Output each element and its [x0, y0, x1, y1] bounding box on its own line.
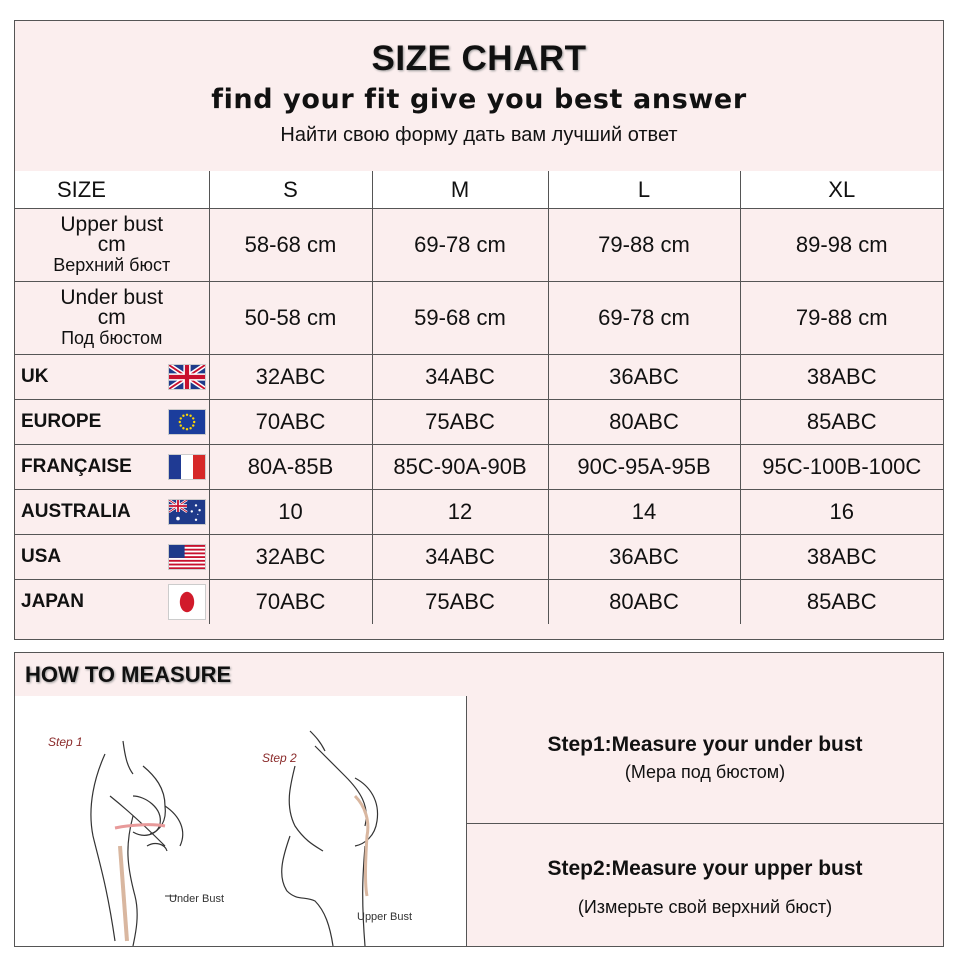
table-cell: 34ABC [372, 535, 548, 580]
table-cell: 85C-90A-90B [372, 445, 548, 490]
table-row-france [15, 445, 943, 490]
size-header-label: SIZE [15, 171, 209, 209]
step1-text: Step1:Measure your under bust [547, 733, 863, 756]
size-chart-header [15, 21, 943, 172]
australia-flag-icon [168, 499, 206, 525]
table-row-europe [15, 400, 943, 445]
table-cell: 59-68 cm [372, 282, 548, 355]
under-bust-label-en: Under bust [60, 286, 164, 309]
table-cell: 79-88 cm [740, 282, 943, 355]
upper-bust-label [15, 209, 209, 282]
table-cell: 75ABC [372, 580, 548, 625]
japan-flag-icon [168, 584, 206, 620]
step1-instruction [467, 696, 943, 824]
step1-text-ru: (Мера под бюстом) [624, 762, 786, 782]
size-table [15, 171, 943, 624]
table-cell: 38ABC [740, 355, 943, 400]
region-label [15, 400, 209, 445]
region-label [15, 490, 209, 535]
size-header-s: S [209, 171, 372, 209]
eu-flag-icon [168, 409, 206, 435]
size-header-row [15, 171, 943, 209]
table-row-usa [15, 535, 943, 580]
subtitle-russian: Найти свою форму дать вам лучший ответ [280, 124, 678, 146]
region-name: JAPAN [21, 591, 84, 612]
table-cell: 79-88 cm [548, 209, 740, 282]
table-row-japan [15, 580, 943, 625]
step2-instruction [467, 824, 943, 946]
region-label [15, 535, 209, 580]
table-row-uk [15, 355, 943, 400]
table-cell: 58-68 cm [209, 209, 372, 282]
table-cell: 89-98 cm [740, 209, 943, 282]
table-cell: 90C-95A-95B [548, 445, 740, 490]
table-cell: 69-78 cm [372, 209, 548, 282]
size-chart [14, 20, 944, 640]
size-header-l: L [548, 171, 740, 209]
page-title: SIZE CHART [371, 39, 587, 78]
step2-text-ru: (Измерьте свой верхний бюст) [577, 897, 833, 917]
how-to-measure-title: HOW TO MEASURE [25, 662, 232, 687]
table-cell: 95C-100B-100C [740, 445, 943, 490]
table-cell: 38ABC [740, 535, 943, 580]
table-cell: 50-58 cm [209, 282, 372, 355]
region-label [15, 580, 209, 625]
table-cell: 80ABC [548, 400, 740, 445]
under-bust-caption: Under Bust [169, 893, 225, 905]
uk-flag-icon [168, 364, 206, 390]
region-label [15, 355, 209, 400]
step1-label: Step 1 [48, 735, 83, 749]
subtitle: find your fit give you best answer [211, 84, 747, 115]
table-cell: 16 [740, 490, 943, 535]
table-row-under-bust [15, 282, 943, 355]
table-cell: 10 [209, 490, 372, 535]
region-name: EUROPE [21, 411, 102, 432]
table-cell: 80A-85B [209, 445, 372, 490]
under-bust-label [15, 282, 209, 355]
region-name: FRANÇAISE [21, 456, 132, 477]
region-label [15, 445, 209, 490]
table-cell: 14 [548, 490, 740, 535]
table-row-upper-bust [15, 209, 943, 282]
table-cell: 36ABC [548, 535, 740, 580]
upper-bust-label-en: Upper bust [60, 213, 164, 236]
table-cell: 36ABC [548, 355, 740, 400]
step2-label: Step 2 [262, 751, 297, 765]
france-flag-icon [168, 454, 206, 480]
upper-bust-caption: Upper Bust [357, 911, 413, 923]
table-cell: 80ABC [548, 580, 740, 625]
table-cell: 85ABC [740, 400, 943, 445]
region-name: USA [21, 546, 62, 567]
upper-bust-unit: cm [97, 233, 126, 256]
usa-flag-icon [168, 544, 206, 570]
table-cell: 85ABC [740, 580, 943, 625]
how-to-measure-header [15, 653, 943, 697]
table-cell: 32ABC [209, 535, 372, 580]
table-cell: 34ABC [372, 355, 548, 400]
table-cell: 32ABC [209, 355, 372, 400]
upper-bust-label-ru: Верхний бюст [53, 255, 171, 275]
region-name: AUSTRALIA [21, 501, 131, 522]
size-header-xl: XL [740, 171, 943, 209]
table-cell: 12 [372, 490, 548, 535]
table-row-australia [15, 490, 943, 535]
tape-measure-step1 [115, 825, 165, 828]
table-cell: 69-78 cm [548, 282, 740, 355]
how-to-measure-panel [14, 652, 944, 947]
size-header-m: M [372, 171, 548, 209]
region-name: UK [21, 366, 49, 387]
measurement-illustration [15, 696, 467, 946]
figure-step1-icon [91, 741, 183, 946]
table-cell: 75ABC [372, 400, 548, 445]
step2-text: Step2:Measure your upper bust [547, 857, 863, 880]
table-cell: 70ABC [209, 580, 372, 625]
under-bust-label-ru: Под бюстом [61, 328, 163, 348]
measurement-illustration-drawing [15, 696, 466, 946]
under-bust-unit: cm [97, 306, 126, 329]
table-cell: 70ABC [209, 400, 372, 445]
